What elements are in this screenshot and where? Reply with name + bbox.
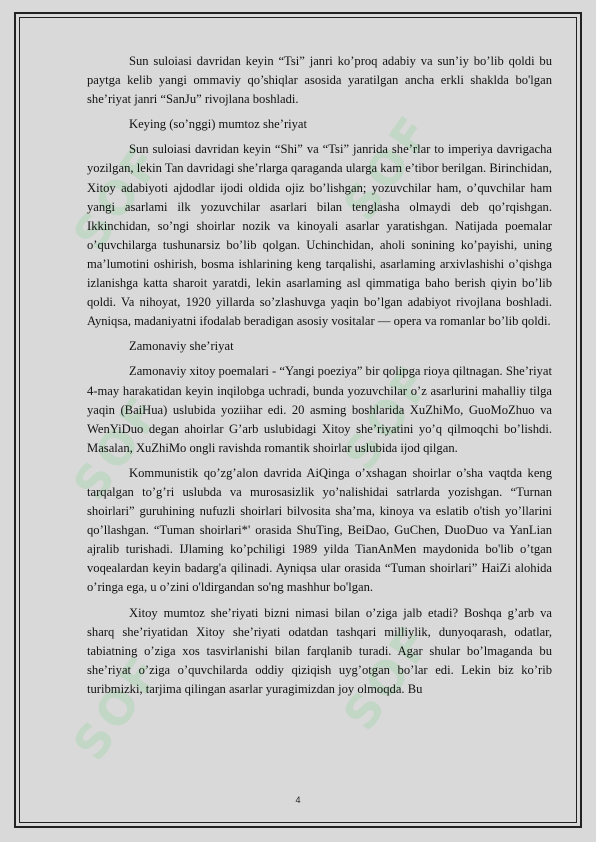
paragraph: Sun suloiasi davridan keyin “Tsi” janri ko’proq adabiy va sun’iy bo’lib qoldi bu paytga kelib yangi ommaviy qo’shiqlar asosida yaratilgan ancha erkli shaklda bo'lgan she’riyat janri “SanJu” rivojlana boshladi. (87, 54, 552, 107)
section-heading: Keying (so’nggi) mumtoz she’riyat (129, 117, 308, 132)
section-heading: Zamonaviy she’riyat (129, 339, 234, 354)
watermark-text: SOF (332, 354, 444, 480)
watermark-text: SOF (62, 134, 174, 260)
paragraph: Zamonaviy xitoy poemalari - “Yangi poeziya” bir qolipga rioya qiltnagan. She’riyat 4-may harakatidan keyin inqilobga uchradi, bunda yozuvchilar o’z asarlurini mahalliy tilga yaqin (BaiHua) uslubida yoziihar edi. 20 asming boshlarida XuZhiMo, GuoMoZhuo va WenYiDuo degan ahoirlar G’arb uslubidagi Xitoy she’riyatini yo’q qilmoqchi bo’lishdi. Masalan, XuZhiMo ongli ravishda romantik shoirlar uslubida ijod qilgan. (87, 364, 552, 455)
paragraph: Sun suloiasi davridan keyin “Shi” va “Tsi” janrida she’rlar to imperiya davrigacha yozilgan, lekin Tan davridagi she’rlarga qaraganda ularga kam e’tibor berilgan. Birinchidan, Xitoy adabiyoti ajdodlar ijodi oldida ojiz bo’lishgan; yozuvchilar ham, o’quvchilar ham yangi asarlami ilk yozuvchilar asarlari bilan tenglasha olmaydi deb qo’rqishgan. Ikkinchidan, so’ngi shoirlar nozik va kinoyali asarlar yaratishgan. Natijada poemalar o’quvchilarga tushunarsiz bo’lib qolgan. Uchinchidan, aholi sonining ko’payishi, uning ma’lumotini oshirish, bosma ishlarining keng tarqalishi, asarlaming arxivlashishi o’qishga izlanishga katta sharoit yaratdi, lekin asarlaming asl qimmatiga baho berish qiyin bo’lib qoldi. Va nihoyat, 1920 yillarda so’zlashuvga yaqin bo’lgan adabiyot rivojlana boshladi. Ayniqsa, madaniyatni ifodalab beradigan asosiy vositalar — opera va romanlar bo’lib qoldi. (87, 142, 552, 329)
paragraph: Kommunistik qo’zg’alon davrida AiQinga o’xshagan shoirlar o’sha vaqtda keng tarqalgan to’g’ri uslubda va murosasizlik yo’nalishidai satrlarda yozishgan. “Turnan shoirlari” guruhining nufuzli shoirlari bilvosita sha’ma, kinoya va eslatib o'tish yo’llarini qo’llashgan. “Tuman shoirlari*' orasida ShuTing, BeiDao, GuChen, DuoDuo va YanLian ajralib turishadi. IJlaming ko’pchiligi 1989 yilda TianAnMen maydonida bo'lib o’tgan voqealardan keyin badarg'a qilinadi. Ayniqsa ular orasida “Tuman shoirlari” HaiZi alohida o’ringa ega, u o’zini o'ldirgandan so'ng mashhur bo'lgan. (87, 465, 552, 595)
paragraph: Xitoy mumtoz she’riyati bizni nimasi bilan o’ziga jalb etadi? Boshqa g’arb va sharq she’riyatidan Xitoy she’riyati odatdan tashqari milliylik, dunyoqarash, odatlar, tabiatning o’ziga xos tasvirlanishi bilan farqlanib turadi. Agar shular bo’lmaganda bu she’riyat o’ziga o’quvchilarda oddiy qiziqish uyg’otgan bo’lar edi. Lekin biz ko’rib turibmizki, tarjima qilingan asarlar yuragimizdan joy olmoqda. Bu (87, 605, 552, 696)
watermark-text: SOF (62, 644, 174, 770)
watermark-text: SOF (332, 104, 444, 230)
watermark-text: SOF (332, 614, 444, 740)
watermark-text: SOF (62, 384, 174, 510)
document-body (87, 52, 552, 705)
page-number: 4 (295, 795, 301, 805)
